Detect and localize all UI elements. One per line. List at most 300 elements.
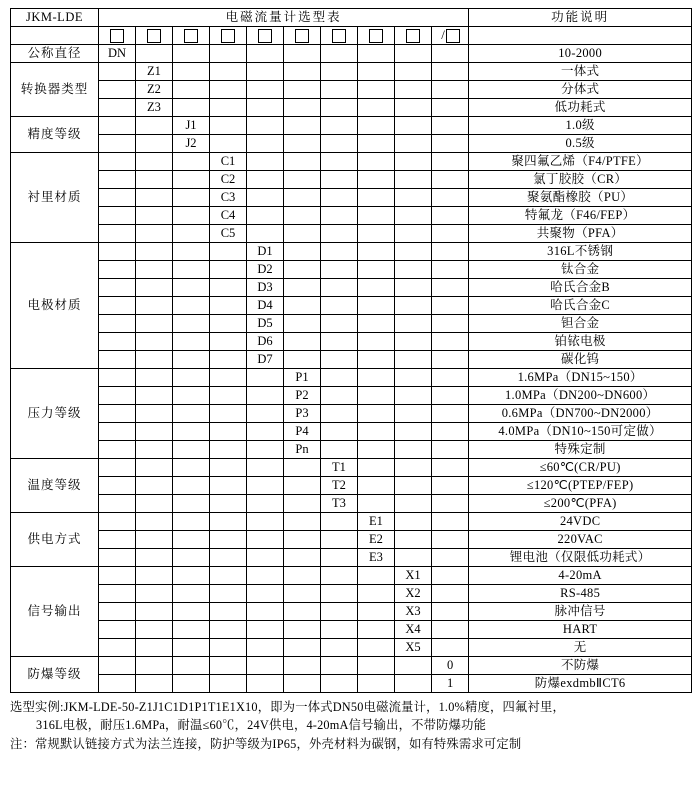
empty-cell (395, 387, 432, 405)
empty-cell (210, 333, 247, 351)
empty-cell (395, 135, 432, 153)
empty-cell (358, 657, 395, 675)
table-title: 电磁流量计选型表 (99, 9, 469, 27)
code-cell[interactable]: T3 (321, 495, 358, 513)
empty-cell (395, 99, 432, 117)
notes-block (10, 698, 690, 753)
row-label-8: 信号输出 (11, 567, 99, 657)
empty-cell (358, 63, 395, 81)
code-cell[interactable]: D2 (247, 261, 284, 279)
empty-cell (432, 585, 469, 603)
description-cell: ≤60℃(CR/PU) (469, 459, 692, 477)
empty-cell (210, 81, 247, 99)
empty-cell (284, 351, 321, 369)
code-cell[interactable]: C4 (210, 207, 247, 225)
empty-cell (136, 279, 173, 297)
empty-cell (247, 639, 284, 657)
empty-cell (247, 531, 284, 549)
empty-cell (432, 315, 469, 333)
empty-cell (136, 207, 173, 225)
empty-cell (432, 549, 469, 567)
empty-cell (432, 369, 469, 387)
empty-cell (247, 459, 284, 477)
code-cell[interactable]: Z3 (136, 99, 173, 117)
empty-cell (284, 171, 321, 189)
code-box-cell (173, 27, 210, 45)
empty-cell (358, 351, 395, 369)
code-cell[interactable]: E2 (358, 531, 395, 549)
empty-cell (284, 207, 321, 225)
empty-cell (321, 585, 358, 603)
empty-cell (321, 189, 358, 207)
empty-cell (284, 549, 321, 567)
empty-cell (173, 153, 210, 171)
empty-cell (358, 45, 395, 63)
empty-cell (284, 189, 321, 207)
empty-cell (284, 513, 321, 531)
code-cell[interactable]: E3 (358, 549, 395, 567)
empty-cell (136, 603, 173, 621)
table-row (11, 135, 692, 153)
empty-cell (210, 45, 247, 63)
empty-cell (432, 189, 469, 207)
empty-cell (284, 315, 321, 333)
empty-cell (432, 99, 469, 117)
description-cell: 特殊定制 (469, 441, 692, 459)
empty-cell (99, 351, 136, 369)
code-cell[interactable]: P1 (284, 369, 321, 387)
empty-cell (358, 261, 395, 279)
row-label-0: 公称直径 (11, 45, 99, 63)
code-cell[interactable]: J1 (173, 117, 210, 135)
empty-cell (173, 189, 210, 207)
description-cell: 低功耗式 (469, 99, 692, 117)
code-cell[interactable]: 1 (432, 675, 469, 693)
code-checkbox[interactable] (446, 29, 460, 43)
description-cell: 特氟龙（F46/FEP） (469, 207, 692, 225)
empty-cell (358, 423, 395, 441)
empty-cell (136, 153, 173, 171)
empty-cell (99, 207, 136, 225)
description-cell: 哈氏合金C (469, 297, 692, 315)
empty-cell (432, 63, 469, 81)
empty-cell (99, 387, 136, 405)
empty-cell (136, 675, 173, 693)
code-checkbox[interactable] (406, 29, 420, 43)
slash-separator: / (441, 27, 445, 43)
empty-cell (210, 639, 247, 657)
empty-cell (210, 351, 247, 369)
code-cell[interactable]: Z2 (136, 81, 173, 99)
empty-cell (99, 243, 136, 261)
empty-cell (321, 279, 358, 297)
empty-cell (173, 243, 210, 261)
table-row (11, 657, 692, 675)
empty-cell (210, 279, 247, 297)
empty-cell (432, 333, 469, 351)
empty-cell (432, 171, 469, 189)
table-row (11, 639, 692, 657)
table-row (11, 549, 692, 567)
empty-cell (173, 603, 210, 621)
row-label-1: 转换器类型 (11, 63, 99, 117)
empty-cell (99, 261, 136, 279)
empty-cell (284, 495, 321, 513)
empty-cell (173, 495, 210, 513)
empty-cell (395, 171, 432, 189)
description-cell: ≤120℃(PTEP/FEP) (469, 477, 692, 495)
description-cell: 聚四氟乙烯（F4/PTFE） (469, 153, 692, 171)
empty-cell (99, 567, 136, 585)
code-cell[interactable]: X5 (395, 639, 432, 657)
empty-cell (173, 315, 210, 333)
empty-cell (321, 603, 358, 621)
description-cell: 碳化钨 (469, 351, 692, 369)
empty-cell (395, 333, 432, 351)
description-cell: 哈氏合金B (469, 279, 692, 297)
empty-cell (136, 135, 173, 153)
empty-cell (284, 153, 321, 171)
code-cell[interactable]: E1 (358, 513, 395, 531)
code-box-cell (99, 27, 136, 45)
code-cell[interactable]: Pn (284, 441, 321, 459)
table-row (11, 387, 692, 405)
empty-cell (432, 243, 469, 261)
empty-cell (173, 171, 210, 189)
function-column-title: 功能说明 (469, 9, 692, 27)
empty-cell (432, 261, 469, 279)
empty-cell (247, 477, 284, 495)
empty-cell (358, 459, 395, 477)
empty-cell (284, 99, 321, 117)
empty-cell (247, 99, 284, 117)
empty-cell (173, 531, 210, 549)
row-label-5: 压力等级 (11, 369, 99, 459)
description-cell: 脉冲信号 (469, 603, 692, 621)
empty-cell (432, 405, 469, 423)
empty-cell (432, 387, 469, 405)
empty-cell (99, 603, 136, 621)
empty-cell (173, 405, 210, 423)
empty-cell (395, 351, 432, 369)
empty-cell (321, 657, 358, 675)
description-cell: 分体式 (469, 81, 692, 99)
empty-cell (395, 423, 432, 441)
empty-cell (173, 441, 210, 459)
empty-cell (210, 405, 247, 423)
code-cell[interactable]: D1 (247, 243, 284, 261)
row-label-6: 温度等级 (11, 459, 99, 513)
table-header-row (11, 9, 692, 27)
empty-cell (284, 333, 321, 351)
empty-cell (432, 45, 469, 63)
code-box-cell (432, 27, 469, 45)
code-checkbox[interactable] (369, 29, 383, 43)
empty-cell (358, 639, 395, 657)
empty-cell (247, 117, 284, 135)
row-label-2: 精度等级 (11, 117, 99, 153)
empty-cell (136, 405, 173, 423)
empty-cell (99, 405, 136, 423)
empty-cell (395, 315, 432, 333)
empty-cell (358, 279, 395, 297)
table-row (11, 63, 692, 81)
code-cell[interactable]: 0 (432, 657, 469, 675)
empty-cell (358, 675, 395, 693)
empty-cell (247, 441, 284, 459)
code-checkbox[interactable] (258, 29, 272, 43)
empty-cell (321, 405, 358, 423)
code-cell[interactable]: D5 (247, 315, 284, 333)
empty-cell (321, 261, 358, 279)
empty-cell (99, 513, 136, 531)
code-cell[interactable]: C1 (210, 153, 247, 171)
empty-cell (210, 585, 247, 603)
empty-cell (210, 603, 247, 621)
empty-cell (210, 315, 247, 333)
table-row (11, 603, 692, 621)
empty-cell (432, 135, 469, 153)
code-cell[interactable]: P4 (284, 423, 321, 441)
empty-cell (173, 459, 210, 477)
code-cell[interactable]: J2 (173, 135, 210, 153)
empty-cell (173, 45, 210, 63)
empty-cell (173, 63, 210, 81)
empty-cell (247, 207, 284, 225)
description-cell: 铂铱电极 (469, 333, 692, 351)
code-cell[interactable]: DN (99, 45, 136, 63)
table-row (11, 585, 692, 603)
empty-cell (210, 549, 247, 567)
table-row (11, 243, 692, 261)
empty-cell (136, 477, 173, 495)
empty-cell (247, 387, 284, 405)
description-cell: 4.0MPa（DN10~150可定做） (469, 423, 692, 441)
empty-cell (395, 261, 432, 279)
empty-cell (136, 369, 173, 387)
code-box-cell (395, 27, 432, 45)
description-cell: 不防爆 (469, 657, 692, 675)
empty-cell (247, 135, 284, 153)
empty-cell (210, 117, 247, 135)
empty-cell (321, 567, 358, 585)
empty-cell (358, 117, 395, 135)
table-row (11, 189, 692, 207)
empty-cell (210, 135, 247, 153)
empty-cell (210, 261, 247, 279)
empty-cell (99, 63, 136, 81)
empty-cell (247, 495, 284, 513)
code-checkbox[interactable] (221, 29, 235, 43)
table-row (11, 423, 692, 441)
empty-cell (284, 657, 321, 675)
empty-cell (358, 315, 395, 333)
description-cell: 0.6MPa（DN700~DN2000） (469, 405, 692, 423)
empty-cell (432, 567, 469, 585)
code-checkbox[interactable] (184, 29, 198, 43)
empty-cell (247, 63, 284, 81)
empty-cell (284, 567, 321, 585)
table-row (11, 459, 692, 477)
code-cell[interactable]: X1 (395, 567, 432, 585)
code-cell[interactable]: C3 (210, 189, 247, 207)
code-cell[interactable]: T1 (321, 459, 358, 477)
table-row (11, 567, 692, 585)
empty-cell (136, 243, 173, 261)
empty-cell (173, 351, 210, 369)
empty-cell (358, 477, 395, 495)
empty-cell (99, 585, 136, 603)
empty-cell (247, 675, 284, 693)
code-cell[interactable]: Z1 (136, 63, 173, 81)
empty-cell (173, 513, 210, 531)
code-cell[interactable]: X4 (395, 621, 432, 639)
empty-cell (432, 207, 469, 225)
empty-cell (358, 405, 395, 423)
empty-cell (395, 459, 432, 477)
empty-cell (99, 441, 136, 459)
table-row (11, 99, 692, 117)
empty-cell (99, 171, 136, 189)
code-cell[interactable]: D4 (247, 297, 284, 315)
table-row (11, 117, 692, 135)
empty-cell (247, 369, 284, 387)
code-cell[interactable]: C5 (210, 225, 247, 243)
code-cell[interactable]: P2 (284, 387, 321, 405)
empty-cell (432, 459, 469, 477)
empty-cell (284, 261, 321, 279)
table-row (11, 225, 692, 243)
empty-cell (210, 567, 247, 585)
empty-cell (173, 477, 210, 495)
empty-cell (210, 369, 247, 387)
empty-cell (136, 639, 173, 657)
code-cell[interactable]: T2 (321, 477, 358, 495)
empty-cell (358, 189, 395, 207)
empty-cell (284, 81, 321, 99)
empty-cell (173, 423, 210, 441)
empty-cell (136, 315, 173, 333)
model-label-cell (11, 27, 99, 45)
code-cell[interactable]: D3 (247, 279, 284, 297)
empty-cell (247, 657, 284, 675)
empty-cell (210, 657, 247, 675)
empty-cell (210, 99, 247, 117)
code-cell[interactable]: D6 (247, 333, 284, 351)
empty-cell (395, 225, 432, 243)
code-checkbox[interactable] (110, 29, 124, 43)
empty-cell (173, 675, 210, 693)
empty-cell (136, 423, 173, 441)
table-row (11, 477, 692, 495)
code-cell[interactable]: C2 (210, 171, 247, 189)
empty-cell (358, 207, 395, 225)
table-row (11, 513, 692, 531)
empty-cell (284, 459, 321, 477)
empty-cell (358, 171, 395, 189)
table-row (11, 315, 692, 333)
empty-cell (284, 225, 321, 243)
empty-cell (99, 153, 136, 171)
empty-cell (210, 441, 247, 459)
empty-cell (395, 207, 432, 225)
empty-cell (136, 621, 173, 639)
code-cell[interactable]: X3 (395, 603, 432, 621)
code-cell[interactable]: X2 (395, 585, 432, 603)
description-cell: 1.0级 (469, 117, 692, 135)
description-cell: 氯丁胶胶（CR） (469, 171, 692, 189)
table-row (11, 531, 692, 549)
note-remark: 注：常规默认链接方式为法兰连接，防护等级为IP65，外壳材料为碳钢，如有特殊需求可定制 (10, 736, 522, 751)
empty-cell (321, 351, 358, 369)
empty-cell (99, 135, 136, 153)
empty-cell (358, 387, 395, 405)
empty-cell (358, 603, 395, 621)
description-cell: 聚氨酯橡胶（PU） (469, 189, 692, 207)
description-cell: 一体式 (469, 63, 692, 81)
empty-cell (99, 315, 136, 333)
empty-cell (284, 603, 321, 621)
empty-cell (395, 153, 432, 171)
empty-cell (136, 387, 173, 405)
empty-cell (99, 639, 136, 657)
empty-cell (432, 351, 469, 369)
empty-cell (99, 333, 136, 351)
selection-table (10, 8, 692, 693)
empty-cell (99, 657, 136, 675)
table-row (11, 621, 692, 639)
code-cell[interactable]: P3 (284, 405, 321, 423)
note-example-line1: 选型实例:JKM-LDE-50-Z1J1C1D1P1T1E1X10，即为一体式DN50电磁流量计，1.0%精度，四氟衬里， (10, 700, 565, 714)
empty-cell (432, 297, 469, 315)
table-row (11, 171, 692, 189)
empty-cell (247, 189, 284, 207)
empty-cell (99, 297, 136, 315)
empty-cell (210, 63, 247, 81)
code-checkbox[interactable] (147, 29, 161, 43)
description-cell: 无 (469, 639, 692, 657)
empty-cell (321, 45, 358, 63)
code-checkbox[interactable] (332, 29, 346, 43)
empty-cell (173, 261, 210, 279)
code-checkbox[interactable] (295, 29, 309, 43)
empty-cell (432, 441, 469, 459)
code-cell[interactable]: D7 (247, 351, 284, 369)
table-row (11, 405, 692, 423)
empty-cell (321, 117, 358, 135)
model-prefix: JKM-LDE (11, 9, 99, 27)
empty-cell (210, 513, 247, 531)
empty-cell (99, 117, 136, 135)
empty-cell (99, 549, 136, 567)
table-row (11, 207, 692, 225)
row-label-4: 电极材质 (11, 243, 99, 369)
empty-cell (284, 477, 321, 495)
empty-cell (321, 207, 358, 225)
empty-cell (321, 297, 358, 315)
empty-cell (173, 333, 210, 351)
description-cell: 4-20mA (469, 567, 692, 585)
empty-cell (210, 477, 247, 495)
description-cell: 220VAC (469, 531, 692, 549)
empty-cell (210, 387, 247, 405)
description-cell: 316L不锈钢 (469, 243, 692, 261)
empty-cell (432, 81, 469, 99)
table-row (11, 45, 692, 63)
empty-cell (284, 279, 321, 297)
empty-cell (395, 441, 432, 459)
empty-cell (136, 495, 173, 513)
